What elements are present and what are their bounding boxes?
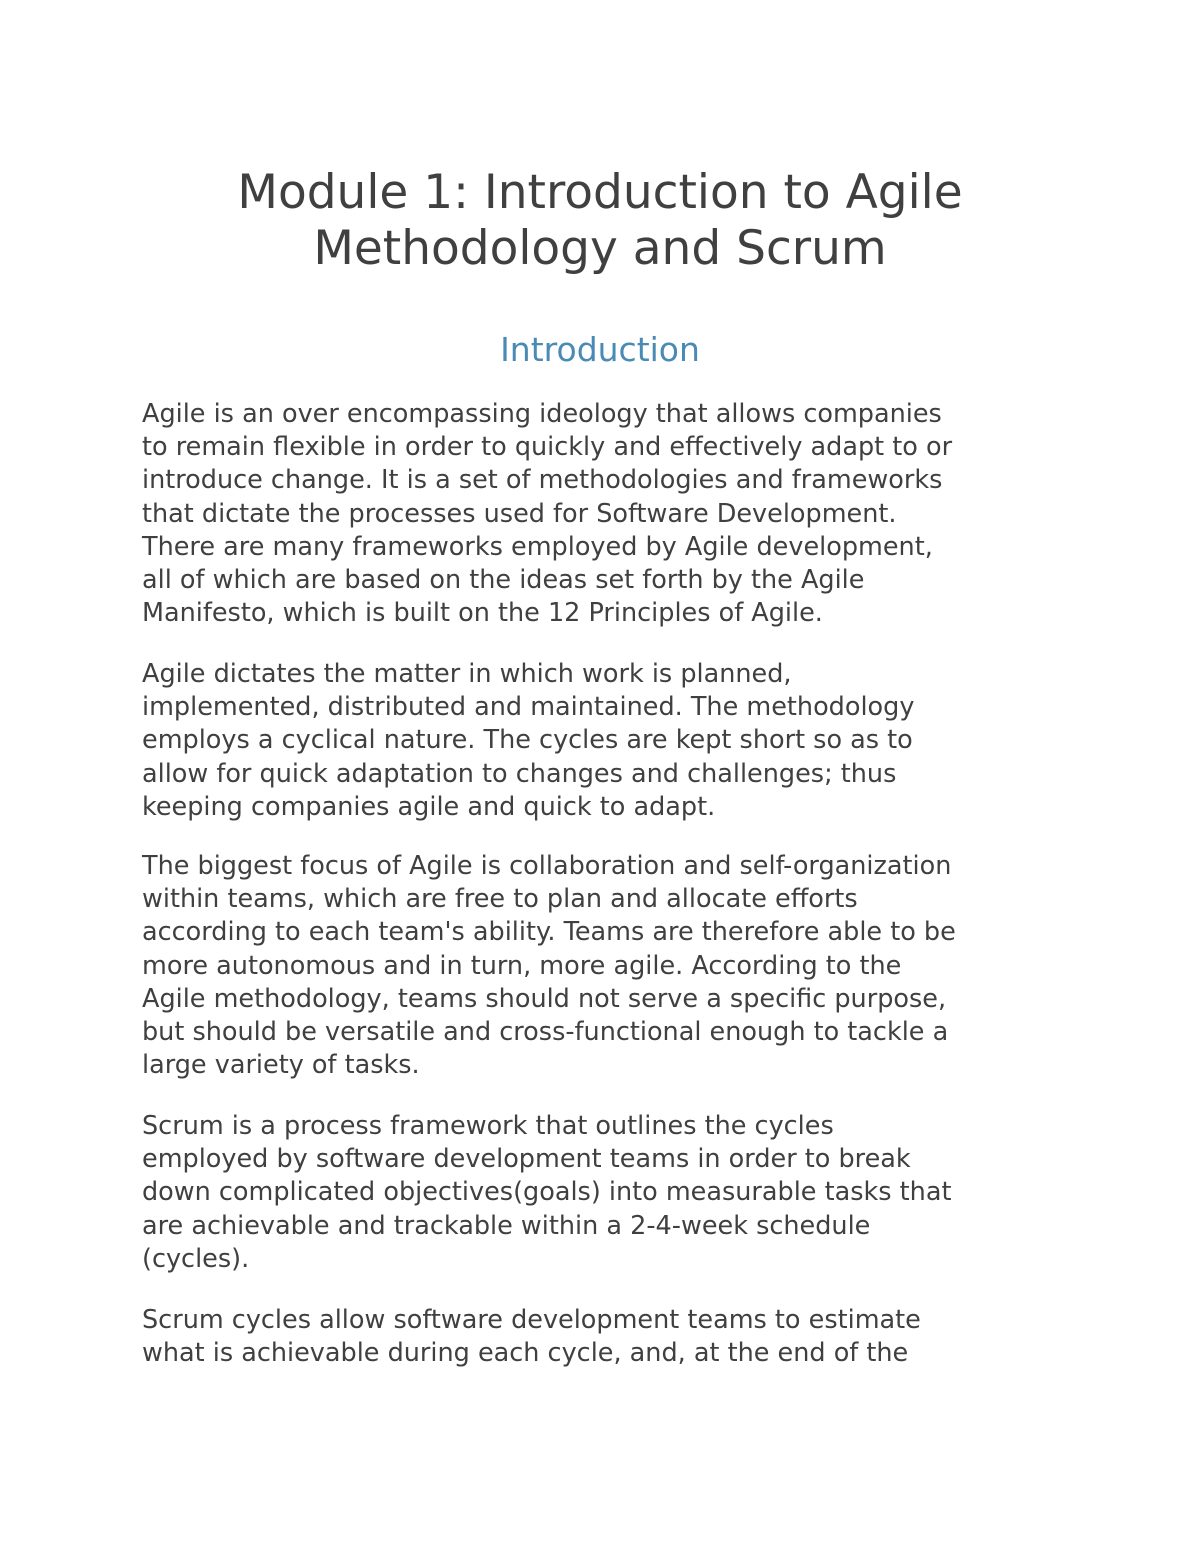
text-line: what is achievable during each cycle, and, at the end of the	[142, 1338, 909, 1369]
text-line: implemented, distributed and maintained. The methodology	[142, 692, 915, 723]
text-line: that dictate the processes used for Software Development.	[142, 498, 897, 529]
text-line: Agile methodology, teams should not serve a specific purpose,	[142, 983, 947, 1014]
paragraph-2	[142, 658, 1072, 824]
text-line: employed by software development teams in order to break	[142, 1144, 911, 1175]
text-line: but should be versatile and cross-functional enough to tackle a	[142, 1017, 949, 1048]
text-line: according to each team's ability. Teams are therefore able to be	[142, 917, 956, 948]
title-line: Module 1: Introduction to Agile	[237, 165, 963, 220]
text-line: large variety of tasks.	[142, 1050, 420, 1081]
text-line: to remain flexible in order to quickly and effectively adapt to or	[142, 432, 953, 463]
text-line: Agile dictates the matter in which work is planned,	[142, 659, 792, 689]
text-line: There are many frameworks employed by Agile development,	[142, 531, 933, 562]
text-line: introduce change. It is a set of methodologies and frameworks	[142, 465, 943, 496]
section-heading-introduction: Introduction	[500, 330, 700, 369]
text-line: all of which are based on the ideas set forth by the Agile	[142, 565, 865, 596]
text-line: The biggest focus of Agile is collaboration and self-organization	[142, 851, 952, 881]
text-line: keeping companies agile and quick to adapt.	[142, 791, 716, 822]
text-line: are achievable and trackable within a 2-4-week schedule	[142, 1210, 871, 1241]
text-line: more autonomous and in turn, more agile. According to the	[142, 950, 902, 981]
paragraph-1	[142, 398, 1072, 630]
text-line: allow for quick adaptation to changes and challenges; thus	[142, 758, 897, 789]
document-title	[0, 165, 1200, 277]
text-line: Manifesto, which is built on the 12 Principles of Agile.	[142, 598, 823, 629]
paragraph-5	[142, 1304, 1072, 1370]
text-line: Scrum cycles allow software development teams to estimate	[142, 1305, 921, 1335]
text-line: Scrum is a process framework that outlines the cycles	[142, 1111, 834, 1141]
paragraph-4	[142, 1110, 1072, 1276]
text-line: down complicated objectives(goals) into measurable tasks that	[142, 1177, 952, 1208]
text-line: Agile is an over encompassing ideology that allows companies	[142, 399, 942, 429]
title-line: Methodology and Scrum	[313, 221, 887, 276]
text-line: (cycles).	[142, 1243, 250, 1274]
text-line: employs a cyclical nature. The cycles are kept short so as to	[142, 725, 913, 756]
text-line: within teams, which are free to plan and allocate efforts	[142, 884, 858, 915]
paragraph-3	[142, 850, 1072, 1082]
